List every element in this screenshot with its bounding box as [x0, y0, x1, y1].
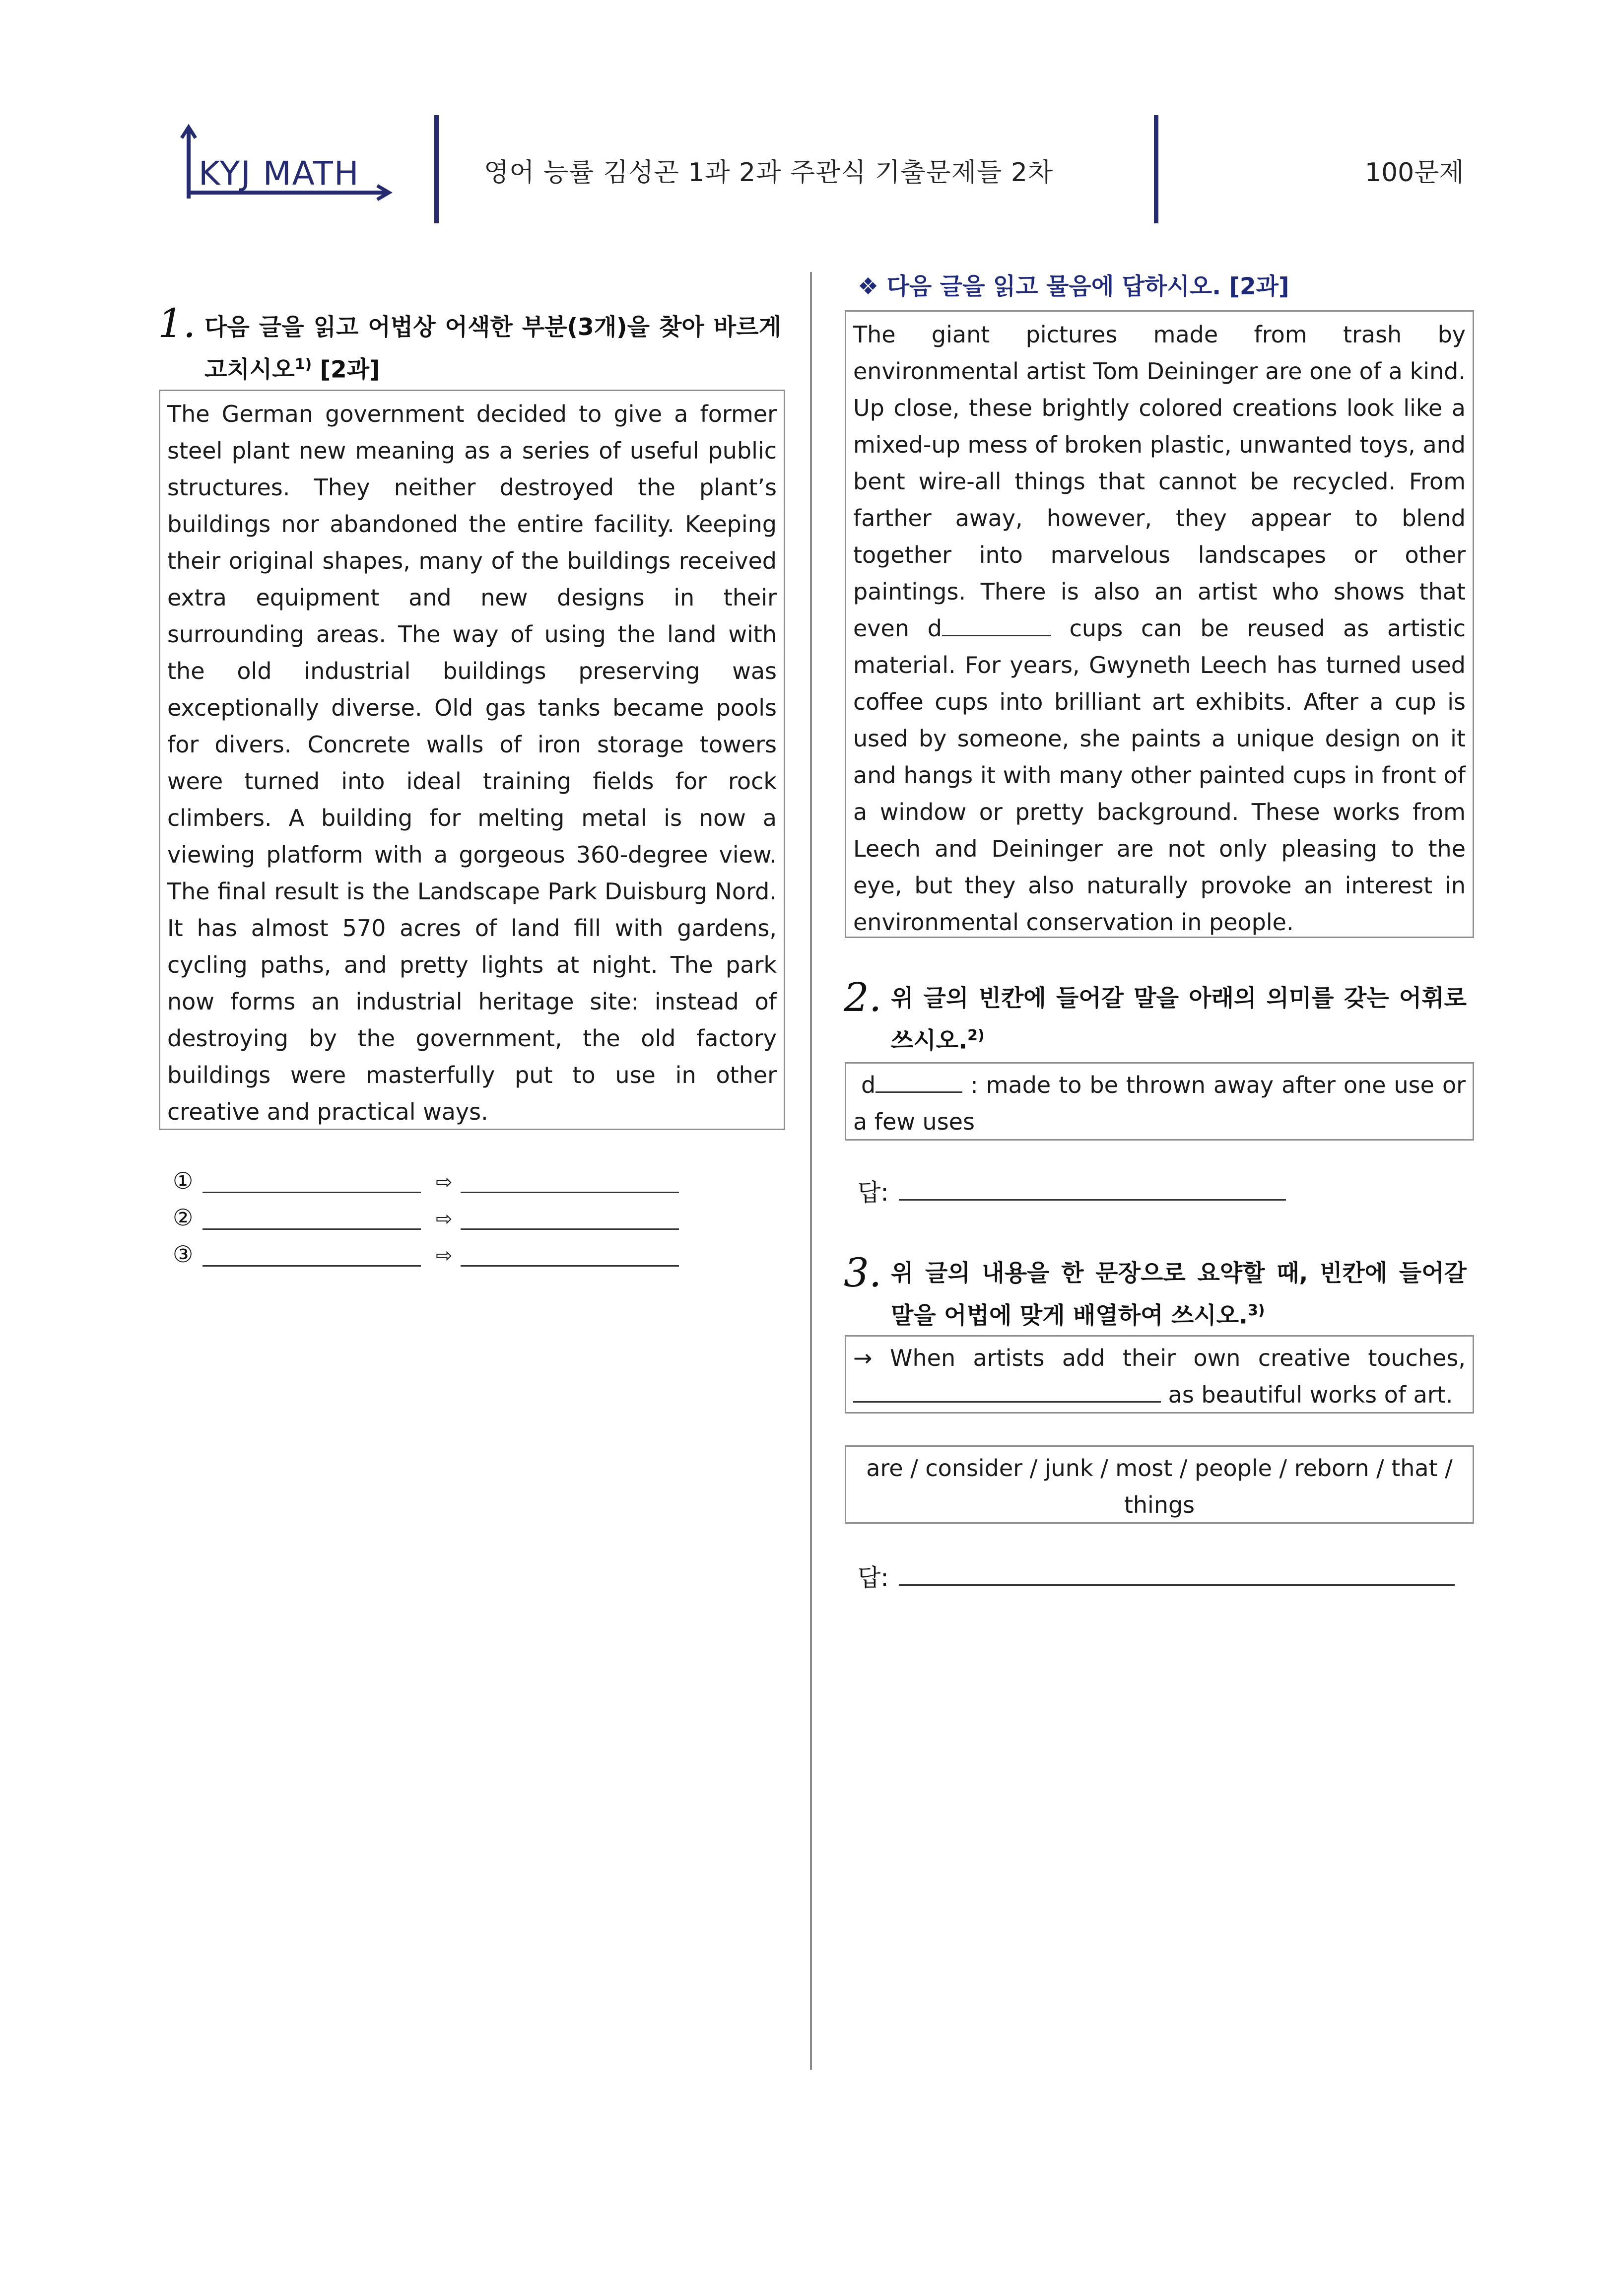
q1-heading [204, 309, 781, 389]
q3-heading [891, 1255, 1467, 1335]
wrong-part-input-2[interactable] [202, 1209, 421, 1230]
q2-definition [853, 1067, 1466, 1140]
q1-tag: [2과] [320, 356, 380, 384]
instruction-tag: [2과] [1229, 273, 1289, 300]
q1-passage: The German government decided to give a former steel plant new meaning as a series of useful public structures. They neither destroyed the plant’s buildings nor abandoned the entire facility. Keeping their original shapes, many of the buildings received extra equipment and new designs in their surrounding areas. The way of using the land with the old industrial buildings preserving was exceptionally diverse. Old gas tanks became pools for divers. Concrete walls of iron storage towers were turned into ideal training fields for rock climbers. A building for melting metal is now a viewing platform with a gorgeous 360-degree view. The final result is the Landscape Park Duisburg Nord. It has almost 570 acres of land fill with gardens, cycling paths, and pretty lights at night. The park now forms an industrial heritage site: instead of destroying by the government, the old factory buildings were masterfully put to use in other creative and practical ways. [167, 401, 777, 1125]
q2-answer-label: 답: [858, 1179, 889, 1207]
arrow-icon: ⇨ [436, 1171, 453, 1194]
q1-heading-text: 다음 글을 읽고 어법상 어색한 부분(3개)을 찾아 바르게 고치시오 [204, 314, 781, 384]
q2-answer [858, 1173, 1286, 1208]
q3-word-bank [845, 1445, 1474, 1524]
logo-text: KYJ MATH [199, 154, 360, 193]
answer-mark-2: ② [173, 1204, 194, 1231]
q1-answer-row-3 [173, 1236, 694, 1273]
instruction-text: 다음 글을 읽고 물음에 답하시오. [886, 273, 1221, 300]
wrong-part-input-3[interactable] [202, 1245, 421, 1267]
column-divider [810, 272, 812, 2070]
q3-answer-label: 답: [858, 1564, 889, 1592]
q3-answer-input[interactable] [899, 1566, 1455, 1586]
q2-number: 2. [844, 974, 882, 1020]
q3-heading-text: 위 글의 내용을 한 문장으로 요약할 때, 빈칸에 들어갈 말을 어법에 맞게 배열하여 쓰시오. [891, 1260, 1467, 1330]
passage-blank[interactable] [942, 618, 1051, 636]
q1-answer-row-2 [173, 1199, 694, 1236]
q3-sentence-box [845, 1335, 1474, 1414]
q2-heading [891, 980, 1467, 1060]
arrow-icon: ⇨ [436, 1244, 453, 1267]
summary-blank[interactable] [853, 1384, 1161, 1403]
wrong-part-input-1[interactable] [202, 1172, 421, 1193]
correction-input-1[interactable] [461, 1172, 679, 1193]
definition-prefix: d [861, 1072, 876, 1098]
sentence-start: When artists add their own creative touches, [890, 1345, 1466, 1371]
right-passage-box [845, 310, 1474, 938]
sentence-end: as beautiful works of art. [1168, 1381, 1453, 1408]
arrow-icon: ⇨ [436, 1208, 453, 1230]
q1-passage-box [159, 390, 785, 1130]
q3-sentence-line-1 [853, 1340, 1466, 1376]
question-count: 100문제 [1365, 158, 1464, 188]
correction-input-3[interactable] [461, 1245, 679, 1267]
q1-footnote: 1) [294, 356, 312, 373]
passage-instruction [858, 268, 1289, 301]
header-divider-right [1154, 115, 1158, 223]
answer-mark-3: ③ [173, 1241, 194, 1268]
header-divider-left [434, 115, 439, 223]
kyj-math-logo [179, 124, 397, 213]
q2-definition-box [845, 1062, 1474, 1141]
page-title: 영어 능률 김성곤 1과 2과 주관식 기출문제들 2차 [484, 158, 1054, 188]
passage-part-2: cups can be reused as artistic material. For years, Gwyneth Leech has turned used coffee cups into brilliant art exhibits. After a cup is used by someone, she paints a unique design on it and hangs it with many other painted cups in front of a window or pretty background. These works from Leech and Deininger are not only pleasing to the eye, but they also naturally provoke an interest in environmental conservation in people. [853, 615, 1466, 936]
q3-number: 3. [844, 1250, 882, 1296]
q3-sentence-line-2 [853, 1376, 1466, 1413]
answer-mark-1: ① [173, 1167, 194, 1194]
right-arrow-icon: → [853, 1345, 873, 1371]
definition-text: : made to be thrown away after one use or a few uses [853, 1072, 1466, 1135]
word-bank-text: are / consider / junk / most / people / reborn / that / things [866, 1455, 1453, 1518]
passage-part-1: The giant pictures made from trash by environmental artist Tom Deininger are one of a kind. Up close, these brightly colored creations look like a mixed-up mess of broken plastic, unwanted toys, and bent wire-all things that cannot be recycled. From farther away, however, they appear to blend together into marvelous landscapes or other paintings. There is also an artist who shows that even d [853, 321, 1466, 642]
q3-footnote: 3) [1247, 1302, 1265, 1319]
correction-input-2[interactable] [461, 1209, 679, 1230]
diamond-bullet-icon: ❖ [858, 273, 879, 300]
right-passage [853, 316, 1466, 941]
q3-answer [858, 1558, 1455, 1593]
q2-heading-text: 위 글의 빈칸에 들어갈 말을 아래의 의미를 갖는 어휘로 쓰시오. [891, 985, 1467, 1055]
definition-blank [875, 1075, 962, 1093]
q1-number: 1. [158, 300, 196, 346]
q1-answer-row-1 [173, 1162, 694, 1199]
q2-footnote: 2) [967, 1027, 985, 1044]
q2-answer-input[interactable] [899, 1181, 1286, 1201]
